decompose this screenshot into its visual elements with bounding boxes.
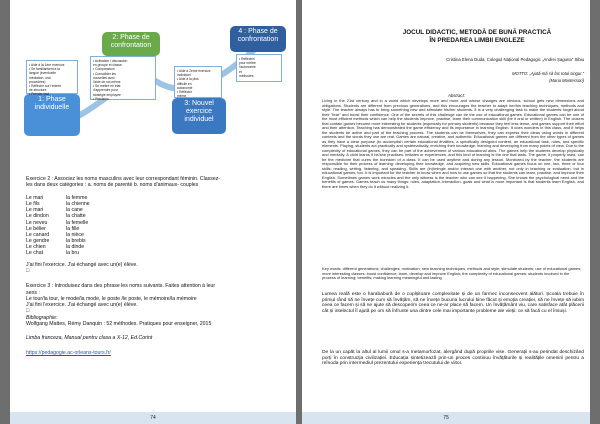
phase-3-sublabel-2: individuel bbox=[184, 116, 214, 123]
noun-pair-row: Le neveu la femelle bbox=[26, 219, 89, 226]
phase-2-box bbox=[102, 32, 160, 56]
phase-1-box bbox=[24, 94, 80, 136]
bibliography-label: Bibliographie: bbox=[26, 315, 58, 321]
noun-pair-row: Le canard la nièce bbox=[26, 231, 84, 238]
exercise-2-footer: J'ai fini l'exercice. J'ai échangé avec un(e) élève. bbox=[26, 262, 138, 268]
phase-4-card: • Réfléchir/ pour mettre l'autonomie et méthodes bbox=[236, 54, 282, 82]
phase-1-label: 1: Phase bbox=[38, 96, 66, 103]
abstract-label: Abstract: bbox=[448, 93, 465, 98]
phase-4-label: 4 : Phase de bbox=[238, 28, 278, 35]
phase-1-sublabel: individuelle bbox=[34, 104, 70, 111]
phase-3-card: • Aide à 2ème exercice individuel • Aide à la plus difficile en autonomie • Réfléchir même bbox=[174, 66, 222, 98]
phase-2-card: • Activation / discussion en groupe et classe • Comparaison • Consolider les nouvelles avec l'aide de soi-même • Se mettre en état d'apprendre pour stratégie employée • Précision bbox=[90, 56, 156, 100]
noun-pair-row: Le dindon la chatte bbox=[26, 213, 86, 220]
body-paragraph: De la un capăt la altul al lumii omul s-a metamorfozat, alergând după propriile vise. Generații s-au perindat deschizând porți în construcția civilizației. Educația sintetizează prin-un proces continuu învățăturile și realitățile omenirii pentru a reînoda prin intermediul prezentului experiența trecutului de viitor. bbox=[322, 350, 584, 367]
article-subtitle: ÎN PREDAREA LIMBII ENGLEZE bbox=[429, 37, 525, 44]
bibliography-entry: Wolfgang Mattes, Rémy Danquin : 52 méthodes. Pratiques pour enseigner, 2015 bbox=[26, 321, 212, 327]
exercise-3-heading: Exercice 3 : Introduisez dans des phrase les noms suivants. Faites attention à leur bbox=[26, 283, 216, 289]
page-number: 75 bbox=[443, 415, 449, 421]
exercise-2-heading: Exercice 2 : Associez les noms masculins avec leur correspondant féminin. Classez- bbox=[26, 176, 221, 182]
keywords-text: Key words: different generations; challenges; motivation; new teaching techniques, methods and style; stimulate students; use of educational games; more interesting classes; boost confidence; learn, develop and improve English; the complexity of educational games; students involved in the process of learning; benefits; making learning meaningful and lasting bbox=[322, 266, 582, 280]
noun-pairs-list bbox=[26, 195, 90, 257]
phase-4-box bbox=[230, 26, 286, 52]
body-paragraph: Lumea reală este o harababură de o coplșitoare complexitate și de un farmec inconsecvent alături. Școala trebuie în primul rând să ne învețe cum să învățăm, să ne învețe bucuria lucrului bine făcut și emoția creației, să ne învețe să iubim ceea ce facem și să ne ajute să descoperim ceea ce ne-ar place să facem. Un învățământ viu, care satisface atât plăcerii cât și intelectul îl ajută pe om să înfrunte una dintre cele mai importante probleme ale vieții: ce să facă cu el însuși. bbox=[322, 292, 584, 314]
page-number-bar bbox=[10, 412, 296, 424]
bibliography-entry: Limba franceza, Manual pentru clasa a X-12, Ed.Corint bbox=[26, 335, 153, 341]
page-number: 74 bbox=[150, 415, 156, 421]
exercise-2-instructions: les dans deux catégories : a. noms de parenté b. noms d'animaux- couples bbox=[26, 182, 199, 188]
motto-author: (Maria Montessori) bbox=[549, 78, 584, 83]
authors-line: Cristina Elena Duda, Colegiul Național Pedagogic „Andrei Șaguna” Sibiu bbox=[446, 57, 584, 62]
page-number-bar bbox=[302, 412, 590, 424]
phase-3-sublabel: exercice bbox=[185, 108, 213, 115]
exercise-3-footer: J'ai fini l'exercice. J'ai échangé avec un(e) élève. bbox=[26, 302, 138, 308]
checkbox-icon[interactable]: □ bbox=[26, 268, 30, 274]
noun-pair-row: Le fils la chienne bbox=[26, 201, 90, 208]
phase-4-sublabel: confrontation bbox=[237, 36, 279, 43]
noun-pair-row: Le chien la dinde bbox=[26, 244, 85, 251]
phase-3-label: 3: Nouvel bbox=[184, 100, 214, 107]
article-title: JOCUL DIDACTIC, METODĂ DE BUNĂ PRACTICĂ bbox=[402, 29, 552, 36]
phase-3-box bbox=[172, 98, 226, 134]
noun-pair-row: Le mari la cane bbox=[26, 207, 83, 214]
phase-2-label: 2: Phase de bbox=[112, 34, 150, 41]
exercise-3-sens: sens : bbox=[26, 290, 40, 296]
exercise-3-words: Le tour/la tour, le mode/la mode, le poste /le poste, le mémoire/la mémoire bbox=[26, 296, 197, 302]
bibliography-link[interactable]: https://pedagogie.ac-orleans-tours.fr/ bbox=[26, 350, 111, 356]
abstract-text: Living in the 21st century and in a world which develops more and more and whose changes are obvious, school gets new dimensions and obligations. Students are different from previous generations, and this encourages the teacher to adapt her/his teaching techniques, methods and style. The teacher always has to bring something new and stimulate his/her students. It is a very challenging task to make the students forget about their "fear" and boost their confidence. One of the secrets of this challenge can be the use of educational games. Educational games can be one of the most efficient methods which can help the students improve, practise, learn their communication skill (be it oral or written) in English. The closers that contain games become more interesting for students (especially for primary students) because they feel less tense, and games support their effort and their attention. Teaching has demonstrated the game efficiency and its importance in learning English. It does wonders in this class, and it helps the students be active and part of the teaching process. The students can be themselves, they can express their ideas using words in different contexts and the words they use are real. Games are natural, creative, and authentic. Educational games are different from the other types of games as they have a clear purpose (to accomplish certain educational finalities, a specifically designed content, an educational task, rules, and specific elements. Playing, students act practically and systematically, enriching their knowledge, learning and developing from many points of view. Due to the complexity of educational games, they can be part of the achievement of various educational aims. The games help the students develop physically and mentally. A child learns if he/she practises, imitates or experiences, and this kind of learning is the one that lasts. The game, if properly used, can be the medicine that cures the boredom of a class. It can be used anytime and during any lesson. Monitored by the teacher, the students are responsible for their process of learning: developing their knowledge, and acquiring new skills. Educational games focus on one, two, three or four skills: reading, writing, listening, and speaking. Skills are (in)/mingle and/or interact one with another, not only in teaching or evaluation, but in educational games, too. It is important for the teacher to know when and how to use games so that the students can learn, practise, and improve their English. Sometimes games work miracles and the only witness is the teacher who can see it happening. She knows the psychological need and the benefits of games. Games teach us many things: rules, adaptation, interaction, goals and what is more important is that students learn English, and there are times when they do it without realizing it. bbox=[322, 98, 584, 189]
noun-pair-row: Le gendre la brebis bbox=[26, 238, 86, 245]
right-page bbox=[302, 0, 590, 424]
phase-2-sublabel: confrontation bbox=[110, 42, 152, 49]
noun-pair-row: Le chat la bru bbox=[26, 250, 79, 257]
left-page bbox=[10, 0, 296, 424]
motto-text: MOTTO: „Ajută-mă să fac totul singur.” bbox=[512, 71, 584, 76]
checkbox-icon[interactable]: □ bbox=[26, 308, 30, 314]
noun-pair-row: Le bélier la fille bbox=[26, 225, 80, 232]
method-phases-diagram bbox=[24, 10, 286, 160]
phase-1-card: • Aide à la 1ère exercice • Se familiarisent à la langue (éventuelle médiation, oral procédées) • Réfléchir sur l'entrée de structure • Premier test bbox=[26, 60, 78, 94]
noun-pair-row: Le mari la femme bbox=[26, 195, 88, 201]
